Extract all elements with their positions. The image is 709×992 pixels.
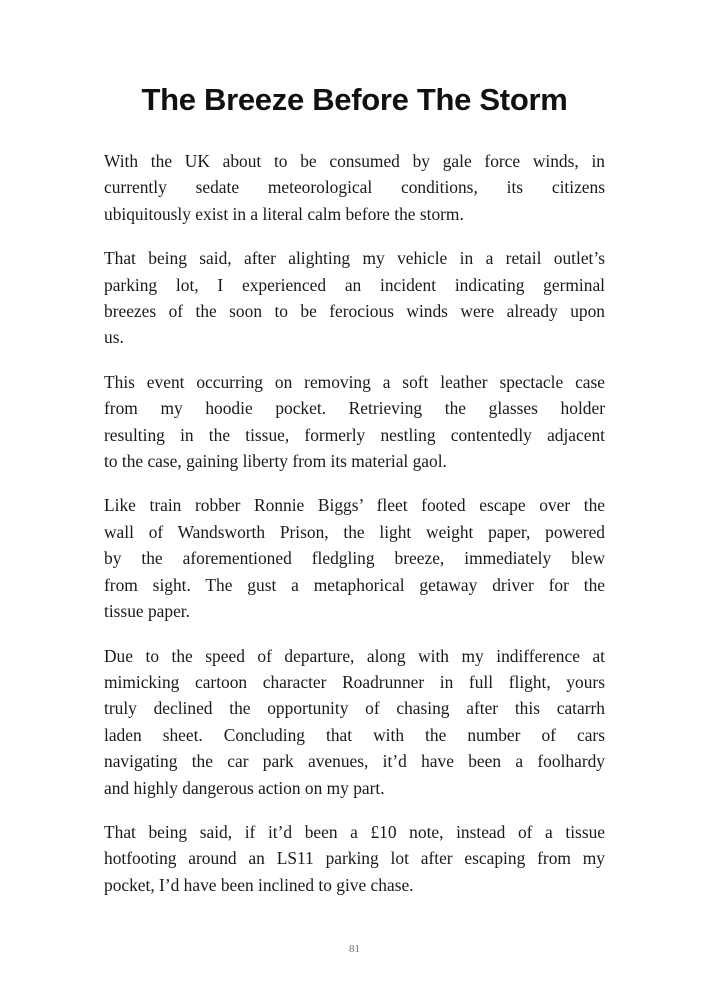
- text-line: This event occurring on removing a soft leather spectacle case: [104, 371, 605, 392]
- text-line: hotfooting around an LS11 parking lot after escaping from my: [104, 848, 605, 869]
- text-line: That being said, if it’d been a £10 note, instead of a tissue: [104, 821, 605, 842]
- paragraph: [104, 148, 605, 227]
- text-line: from my hoodie pocket. Retrieving the glasses holder: [104, 398, 605, 419]
- text-line: wall of Wandsworth Prison, the light weight paper, powered: [104, 521, 605, 542]
- text-line: currently sedate meteorological conditions, its citizens: [104, 177, 605, 198]
- body-text: [104, 148, 605, 916]
- text-line: pocket, I’d have been inclined to give chase.: [104, 874, 414, 895]
- page-title: The Breeze Before The Storm: [141, 82, 568, 117]
- paragraph: [104, 245, 605, 351]
- text-line: With the UK about to be consumed by gale force winds, in: [104, 151, 605, 171]
- text-line: laden sheet. Concluding that with the number of cars: [104, 724, 605, 745]
- text-line: tissue paper.: [104, 601, 190, 622]
- text-line: Due to the speed of departure, along with my indifference at: [104, 645, 605, 666]
- text-line: truly declined the opportunity of chasing after this catarrh: [104, 698, 605, 719]
- page-number: 81: [349, 943, 360, 955]
- text-line: breezes of the soon to be ferocious winds were already upon: [104, 301, 605, 322]
- text-line: resulting in the tissue, formerly nestling contentedly adjacent: [104, 424, 605, 445]
- paragraph: [104, 369, 605, 475]
- text-line: Like train robber Ronnie Biggs’ fleet footed escape over the: [104, 495, 605, 516]
- text-line: from sight. The gust a metaphorical getaway driver for the: [104, 574, 605, 595]
- text-line: us.: [104, 327, 124, 348]
- text-line: to the case, gaining liberty from its material gaol.: [104, 451, 447, 472]
- text-line: navigating the car park avenues, it’d have been a foolhardy: [104, 751, 605, 772]
- paragraph: [104, 492, 605, 624]
- text-line: mimicking cartoon character Roadrunner in full flight, yours: [104, 671, 605, 692]
- paragraph: [104, 819, 605, 898]
- paragraph: [104, 643, 605, 801]
- text-line: by the aforementioned fledgling breeze, immediately blew: [104, 548, 605, 569]
- text-line: and highly dangerous action on my part.: [104, 777, 385, 798]
- text-line: That being said, after alighting my vehicle in a retail outlet’s: [104, 248, 605, 269]
- text-line: parking lot, I experienced an incident indicating germinal: [104, 274, 605, 295]
- text-line: ubiquitously exist in a literal calm before the storm.: [104, 203, 464, 224]
